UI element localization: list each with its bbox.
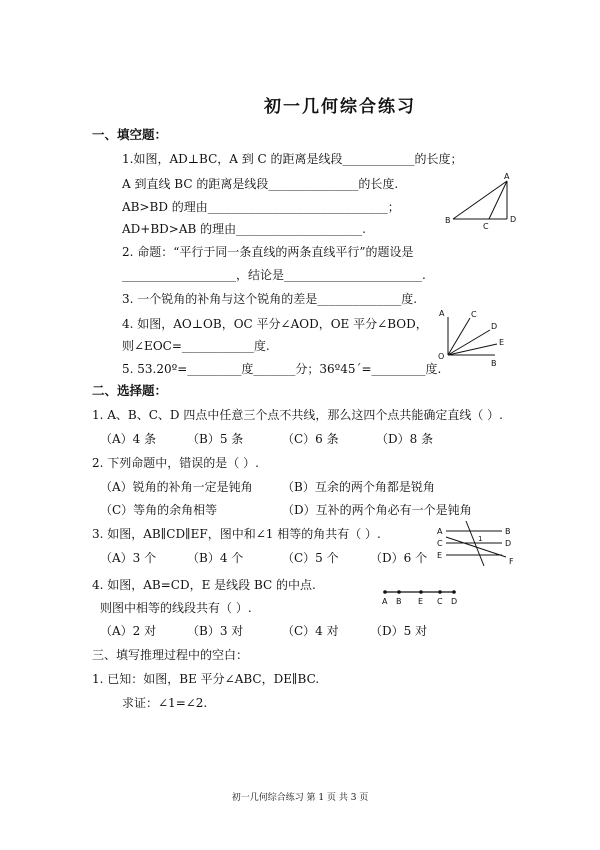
fill-q1-line3: AB>BD 的理由______________________________； (122, 200, 400, 214)
choice-q3-opt-a: （A）3 个 (100, 551, 157, 565)
fill-q5: 5. 53.20º=_________度_______分；36º45´=_________度. (122, 362, 442, 376)
fig2-label-a: A (439, 309, 445, 318)
figure-triangle (445, 170, 525, 235)
choice-q1-opt-d: （D）8 条 (376, 432, 434, 446)
figure-rays (435, 305, 515, 370)
choice-q4-opt-d: （D）5 对 (370, 624, 428, 638)
fig2-label-o: O (438, 352, 445, 361)
fig3-label-d: D (505, 539, 512, 548)
choice-q1-opt-c: （C）6 条 (282, 432, 339, 446)
choice-q1: 1. A、B、C、D 四点中任意三个点不共线，那么这四个点共能确定直线（ ）. (92, 408, 503, 422)
fig3-label-f: F (509, 557, 514, 566)
choice-q4-opt-a: （A）2 对 (100, 624, 157, 638)
section-heading-fill: 一、填空题： (92, 127, 168, 142)
figure-parallel-lines (432, 518, 522, 570)
fig2-label-b: B (491, 359, 497, 368)
proof-q1-line1: 1. 已知：如图，BE 平分∠ABC，DE∥BC. (92, 672, 320, 686)
fill-q1-line4: AD+BD>AB 的理由_____________________. (122, 222, 366, 236)
fig4-label-d: D (451, 597, 458, 606)
section-heading-choice: 二、选择题： (92, 383, 168, 398)
choice-q4-opt-b: （B）3 对 (187, 624, 244, 638)
fill-q2-line1: 2. 命题：“平行于同一条直线的两条直线平行”的题设是 (122, 245, 414, 259)
figure-segment (376, 584, 466, 610)
fig2-label-c: C (471, 310, 477, 319)
fig1-label-c: C (483, 222, 489, 231)
choice-q3-opt-c: （C）5 个 (282, 551, 339, 565)
choice-q3: 3. 如图，AB∥CD∥EF，图中和∠1 相等的角共有（ ）. (92, 527, 381, 541)
fig3-label-a: A (437, 527, 443, 536)
fill-q1-line2: A 到直线 BC 的距离是线段_______________的长度. (122, 177, 399, 191)
choice-q1-opt-b: （B）5 条 (187, 432, 244, 446)
choice-q2-opt-c: （C）等角的余角相等 (100, 503, 218, 517)
choice-q4-line1: 4. 如图，AB=CD，E 是线段 BC 的中点. (92, 578, 316, 592)
fig3-label-e: E (437, 551, 443, 560)
fig4-label-e: E (418, 597, 424, 606)
fig1-label-d: D (510, 215, 517, 224)
choice-q2-opt-b: （B）互余的两个角都是锐角 (282, 480, 435, 494)
fill-q4-line1: 4. 如图，AO⊥OB，OC 平分∠AOD，OE 平分∠BOD， (122, 317, 428, 331)
fill-q3: 3. 一个锐角的补角与这个锐角的差是______________度. (122, 292, 418, 306)
fig1-label-a: A (504, 172, 510, 181)
fig3-label-b: B (505, 527, 511, 536)
page-footer: 初一几何综合练习 第 1 页 共 3 页 (231, 793, 369, 803)
fig3-label-angle-1: 1 (478, 535, 483, 543)
choice-q4-opt-c: （C）4 对 (282, 624, 339, 638)
choice-q3-opt-d: （D）6 个 (370, 551, 428, 565)
page-title: 初一几何综合练习 (264, 97, 416, 117)
choice-q1-opt-a: （A）4 条 (100, 432, 157, 446)
fig4-label-c: C (437, 597, 443, 606)
section-heading-proof: 三、填写推理过程中的空白： (92, 648, 249, 662)
fig2-label-d: D (491, 322, 498, 331)
choice-q2-opt-a: （A）锐角的补角一定是钝角 (100, 480, 253, 494)
fill-q4-line2: 则∠EOC=____________度. (122, 339, 270, 353)
fig1-label-b: B (445, 216, 451, 225)
choice-q4-line2: 则图中相等的线段共有（ ）. (100, 601, 252, 615)
fig4-label-b: B (396, 597, 402, 606)
fig2-label-e: E (499, 338, 505, 347)
choice-q2-opt-d: （D）互补的两个角必有一个是钝角 (282, 503, 472, 517)
fig4-label-a: A (382, 597, 388, 606)
proof-q1-line2: 求证：∠1=∠2. (122, 696, 208, 710)
fill-q2-line2: ___________________，结论是_______________________. (122, 268, 426, 282)
choice-q3-opt-b: （B）4 个 (187, 551, 244, 565)
choice-q2: 2. 下列命题中，错误的是（ ）. (92, 456, 259, 470)
fig3-label-c: C (437, 539, 443, 548)
fill-q1-line1: 1.如图，AD⊥BC，A 到 C 的距离是线段____________的长度； (122, 152, 463, 166)
